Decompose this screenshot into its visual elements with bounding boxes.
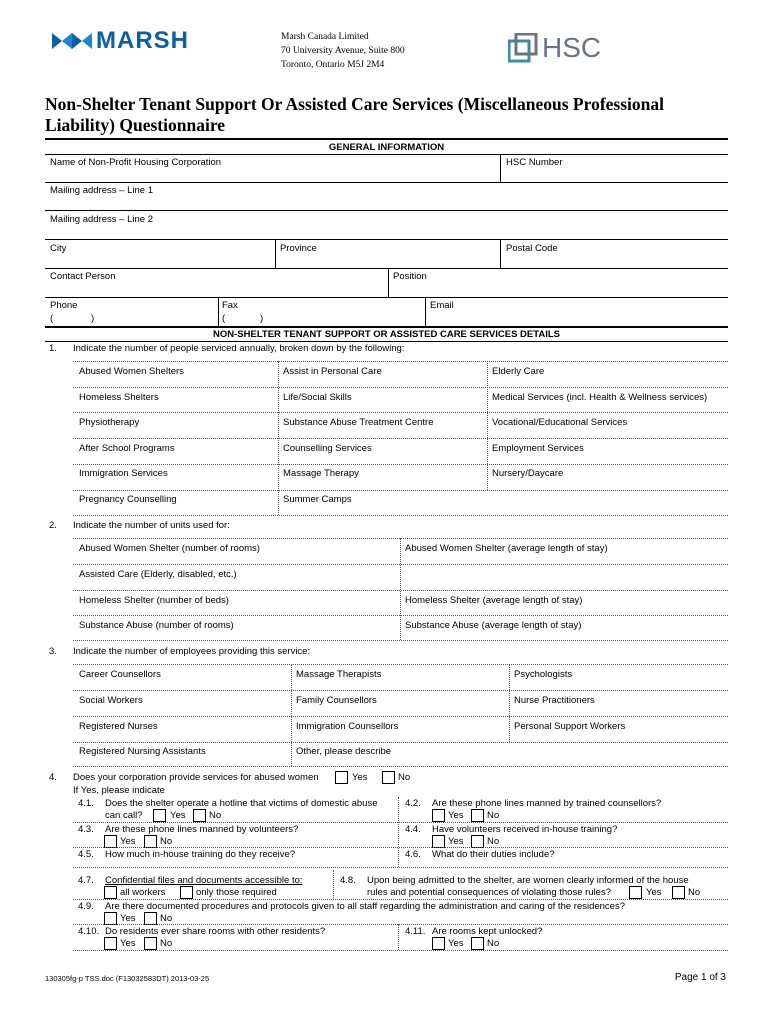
q4-10-yes-checkbox[interactable]	[104, 937, 117, 950]
divider	[398, 924, 399, 950]
section-heading-general: GENERAL INFORMATION	[328, 142, 445, 153]
q1-field[interactable]: Elderly Care	[492, 366, 545, 377]
divider	[45, 268, 728, 269]
option-label: only those required	[196, 887, 277, 898]
yes-label: Yes	[120, 836, 136, 847]
divider	[73, 615, 728, 616]
divider	[73, 899, 728, 900]
q1-field[interactable]: Employment Services	[492, 443, 584, 454]
q1-field[interactable]: Massage Therapy	[283, 468, 359, 479]
q2-field[interactable]: Homeless Shelter (number of beds)	[79, 595, 229, 606]
q1-field[interactable]: Pregnancy Counselling	[79, 494, 177, 505]
corp-name-field[interactable]: Name of Non-Profit Housing Corporation	[50, 157, 222, 168]
divider	[73, 716, 728, 717]
divider	[73, 640, 728, 641]
divider	[398, 797, 399, 867]
question-number: 4.10.	[78, 926, 100, 937]
question-4-text: Does your corporation provide services for abused women	[73, 772, 319, 783]
phone-area-close: )	[91, 313, 95, 324]
city-field[interactable]: City	[50, 243, 67, 254]
fax-area-open: (	[222, 313, 226, 324]
question-number: 4.2.	[405, 798, 421, 809]
q1-field[interactable]: Homeless Shelters	[79, 392, 159, 403]
q1-field[interactable]: Physiotherapy	[79, 417, 140, 428]
q4-8-no-checkbox[interactable]	[672, 886, 685, 899]
divider	[500, 154, 501, 182]
question-number: 4.11.	[405, 926, 426, 937]
question-4-10-text: Do residents ever share rooms with other residents?	[105, 926, 326, 937]
question-3-text: Indicate the number of employees providing this service:	[73, 646, 311, 657]
divider	[73, 464, 728, 465]
phone-field[interactable]: Phone	[50, 300, 78, 311]
province-field[interactable]: Province	[280, 243, 317, 254]
divider	[73, 742, 728, 743]
divider	[45, 182, 728, 183]
yes-label: Yes	[120, 938, 136, 949]
divider	[333, 870, 334, 900]
q3-field[interactable]: Psychologists	[514, 669, 573, 680]
divider	[425, 297, 426, 326]
divider	[509, 664, 510, 742]
divider	[500, 239, 501, 268]
divider	[73, 950, 728, 951]
divider	[45, 239, 728, 240]
q3-field[interactable]: Social Workers	[79, 695, 143, 706]
question-4-5-text[interactable]: How much in-house training do they receive?	[105, 849, 296, 860]
divider	[73, 490, 728, 491]
q1-field[interactable]: Vocational/Educational Services	[492, 417, 628, 428]
no-label: No	[209, 810, 222, 821]
q4-10-no-checkbox[interactable]	[144, 937, 157, 950]
q4-7-all-workers-checkbox[interactable]	[104, 886, 117, 899]
q3-field[interactable]: Other, please describe	[296, 746, 392, 757]
divider	[73, 822, 728, 823]
divider	[388, 268, 389, 297]
question-number: 4.7.	[78, 875, 94, 886]
phone-area-open: (	[50, 313, 54, 324]
q3-field[interactable]: Nurse Practitioners	[514, 695, 595, 706]
contact-person-field[interactable]: Contact Person	[50, 271, 116, 282]
email-field[interactable]: Email	[430, 300, 454, 311]
question-number: 2.	[49, 520, 57, 531]
hsc-logo-text: HSC	[542, 32, 602, 63]
divider	[73, 387, 728, 388]
question-4-4-text: Have volunteers received in-house training?	[432, 824, 618, 835]
q2-field[interactable]: Homeless Shelter (average length of stay)	[405, 595, 583, 606]
no-label: No	[487, 810, 500, 821]
q3-field[interactable]: Personal Support Workers	[514, 721, 626, 732]
footer-doc-info: 130305fg-p TSS.doc (F13032583DT) 2013-03-25	[45, 974, 210, 983]
yes-label: Yes	[448, 810, 464, 821]
q4-2-yes-checkbox[interactable]	[432, 809, 445, 822]
no-label: No	[487, 938, 500, 949]
divider	[400, 538, 401, 640]
address-line: Marsh Canada Limited	[281, 32, 369, 42]
q1-field[interactable]: Counselling Services	[283, 443, 372, 454]
hsc-logo-icon	[508, 33, 540, 63]
question-4-1-text: Does the shelter operate a hotline that victims of domestic abuse	[105, 798, 378, 809]
q4-1-yes-checkbox[interactable]	[153, 809, 166, 822]
question-4-6-text[interactable]: What do their duties include?	[432, 849, 555, 860]
q2-field[interactable]: Assisted Care (Elderly, disabled, etc.)	[79, 569, 237, 580]
yes-label: Yes	[646, 887, 662, 898]
q4-8-yes-checkbox[interactable]	[629, 886, 642, 899]
q4-2-no-checkbox[interactable]	[471, 809, 484, 822]
company-address	[281, 30, 405, 72]
divider	[73, 867, 728, 868]
question-4-8-text-cont: rules and potential consequences of violating those rules?	[367, 887, 611, 898]
divider	[73, 924, 728, 925]
question-4-11-text: Are rooms kept unlocked?	[432, 926, 543, 937]
section-heading-details: NON-SHELTER TENANT SUPPORT OR ASSISTED CARE SERVICES DETAILS	[213, 329, 560, 340]
no-label: No	[160, 913, 173, 924]
question-4-2-text: Are these phone lines manned by trained counsellors?	[432, 798, 662, 809]
question-number: 3.	[49, 646, 57, 657]
q2-field[interactable]: Substance Abuse (number of rooms)	[79, 620, 234, 631]
q1-field[interactable]: Life/Social Skills	[283, 392, 352, 403]
q1-field[interactable]: Immigration Services	[79, 468, 168, 479]
marsh-logo-icon	[52, 29, 92, 53]
q1-field[interactable]: Summer Camps	[283, 494, 352, 505]
mailing-line1-field[interactable]: Mailing address – Line 1	[50, 185, 153, 196]
q1-field[interactable]: Medical Services (incl. Health & Wellness services)	[492, 392, 708, 403]
hsc-logo	[508, 32, 618, 64]
q1-field[interactable]: After School Programs	[79, 443, 175, 454]
q4-yes-checkbox[interactable]	[335, 771, 348, 784]
q3-field[interactable]: Immigration Counsellors	[296, 721, 399, 732]
q2-field[interactable]: Abused Women Shelter (average length of stay)	[405, 543, 608, 554]
no-label: No	[487, 836, 500, 847]
q3-field[interactable]: Family Counsellors	[296, 695, 377, 706]
q3-field[interactable]: Massage Therapists	[296, 669, 382, 680]
question-2-text: Indicate the number of units used for:	[73, 520, 230, 531]
question-number: 4.5.	[78, 849, 94, 860]
question-number: 4.1.	[78, 798, 94, 809]
yes-label: Yes	[352, 772, 368, 783]
page-title	[45, 94, 664, 136]
divider	[291, 664, 292, 766]
divider	[73, 664, 728, 665]
divider	[45, 326, 728, 328]
divider	[218, 297, 219, 326]
option-label: all workers	[120, 887, 166, 898]
title-line: Liability) Questionnaire	[45, 115, 226, 135]
if-yes-text: If Yes, please indicate	[73, 785, 165, 796]
question-1-text: Indicate the number of people serviced annually, broken down by the following:	[73, 343, 405, 354]
no-label: No	[160, 938, 173, 949]
question-4-8-text: Upon being admitted to the shelter, are women clearly informed of the house	[367, 875, 689, 886]
question-number: 4.8.	[340, 875, 356, 886]
yes-label: Yes	[448, 836, 464, 847]
q4-11-no-checkbox[interactable]	[471, 937, 484, 950]
q2-field[interactable]: Substance Abuse (average length of stay)	[405, 620, 582, 631]
q1-field[interactable]: Substance Abuse Treatment Centre	[283, 417, 434, 428]
divider	[73, 690, 728, 691]
question-number: 4.9.	[78, 901, 94, 912]
fax-field[interactable]: Fax	[222, 300, 238, 311]
q3-field[interactable]: Registered Nursing Assistants	[79, 746, 206, 757]
address-line: 70 University Avenue, Suite 800	[281, 46, 405, 56]
q1-field[interactable]: Nursery/Daycare	[492, 468, 564, 479]
divider	[73, 438, 728, 439]
yes-label: Yes	[120, 913, 136, 924]
divider	[73, 361, 728, 362]
mailing-line2-field[interactable]: Mailing address – Line 2	[50, 214, 153, 225]
divider	[45, 341, 728, 342]
question-number: 4.4.	[405, 824, 421, 835]
q4-7-only-required-checkbox[interactable]	[180, 886, 193, 899]
q1-field[interactable]: Assist in Personal Care	[283, 366, 382, 377]
divider	[45, 154, 728, 155]
fax-area-close: )	[260, 313, 264, 324]
q2-field[interactable]: Abused Women Shelter (number of rooms)	[79, 543, 260, 554]
divider	[73, 564, 728, 565]
title-line: Non-Shelter Tenant Support Or Assisted Care Services (Miscellaneous Professional	[45, 94, 664, 114]
question-number: 4.	[49, 772, 57, 783]
question-number: 4.6.	[405, 849, 421, 860]
q4-1-no-checkbox[interactable]	[193, 809, 206, 822]
question-4-1-text-cont: can call?	[105, 810, 143, 821]
hsc-number-field[interactable]: HSC Number	[506, 157, 563, 168]
yes-label: Yes	[170, 810, 186, 821]
question-4-7-text: Confidential files and documents accessible to:	[105, 875, 303, 886]
divider	[73, 412, 728, 413]
question-number: 1.	[49, 343, 57, 354]
address-line: Toronto, Ontario M5J 2M4	[281, 60, 385, 70]
question-4-3-text: Are these phone lines manned by volunteers?	[105, 824, 299, 835]
yes-label: Yes	[448, 938, 464, 949]
q1-field[interactable]: Abused Women Shelters	[79, 366, 184, 377]
divider	[45, 210, 728, 211]
page-number: Page 1 of 3	[674, 972, 726, 983]
q4-no-checkbox[interactable]	[382, 771, 395, 784]
divider	[275, 239, 276, 268]
divider	[73, 590, 728, 591]
divider	[73, 515, 728, 516]
q4-11-yes-checkbox[interactable]	[432, 937, 445, 950]
question-number: 4.3.	[78, 824, 94, 835]
divider	[73, 847, 728, 848]
marsh-logo	[52, 28, 202, 54]
q3-field[interactable]: Career Counsellors	[79, 669, 161, 680]
question-4-9-text: Are there documented procedures and protocols given to all staff regarding the administration and caring of the residences?	[105, 901, 625, 912]
no-label: No	[688, 887, 701, 898]
position-field[interactable]: Position	[393, 271, 427, 282]
no-label: No	[398, 772, 411, 783]
marsh-logo-text: MARSH	[96, 27, 189, 54]
q3-field[interactable]: Registered Nurses	[79, 721, 158, 732]
divider	[73, 766, 728, 767]
divider	[45, 297, 728, 298]
divider	[487, 361, 488, 490]
no-label: No	[160, 836, 173, 847]
postal-code-field[interactable]: Postal Code	[506, 243, 558, 254]
divider	[45, 138, 728, 140]
